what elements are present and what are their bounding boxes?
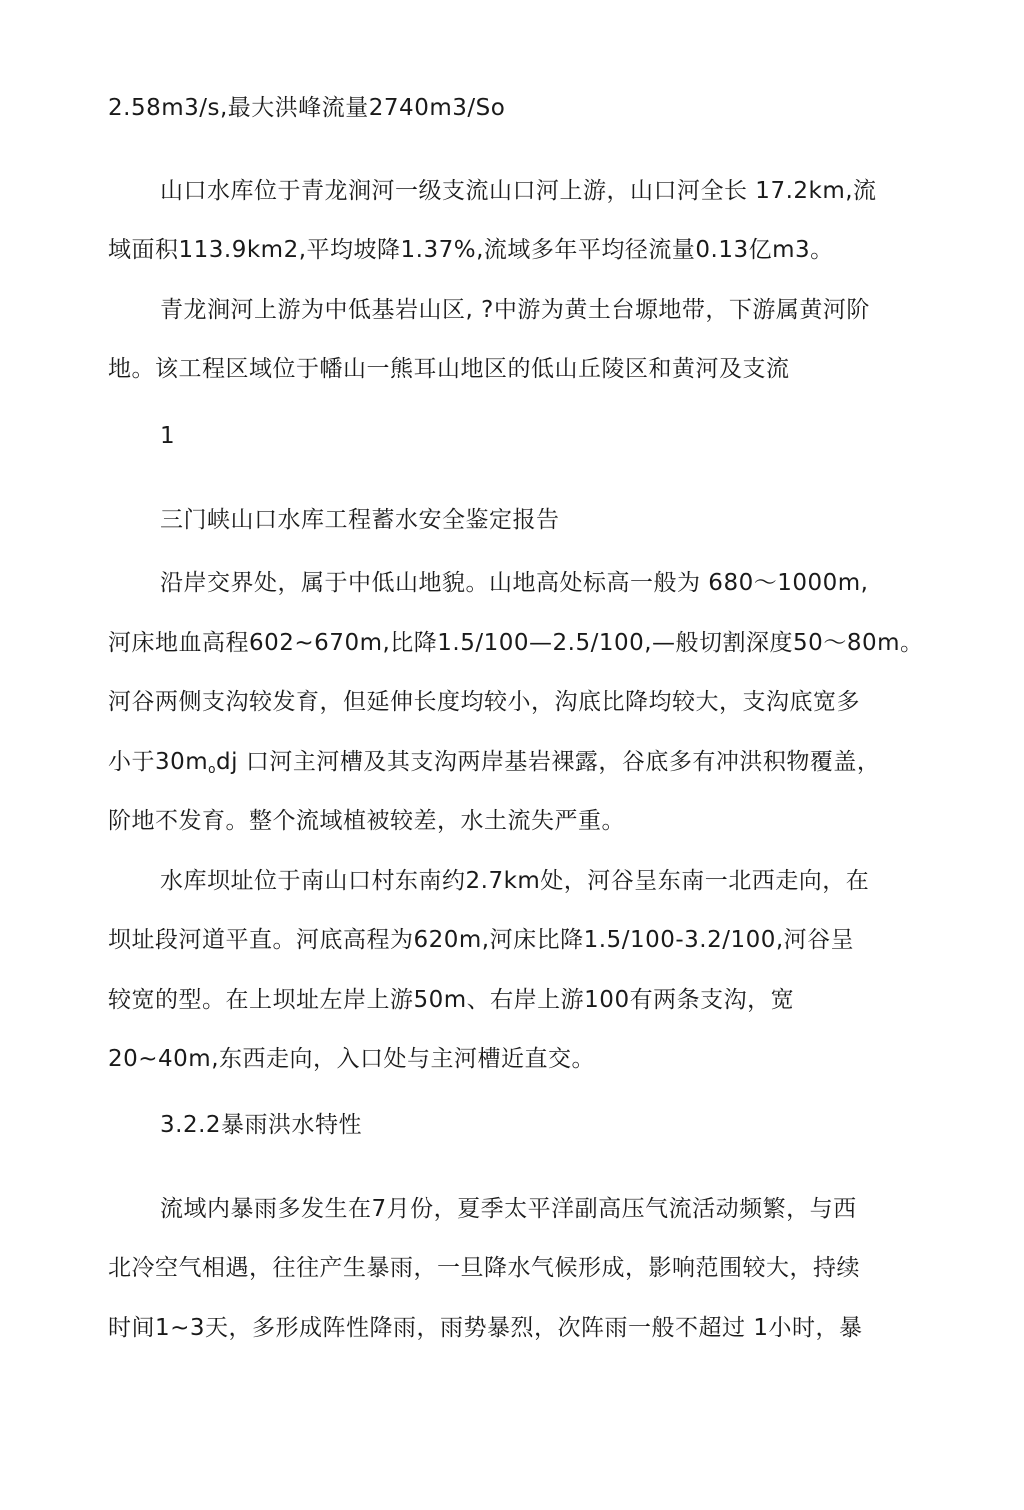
section-heading: 3.2.2暴雨洪水特性 xyxy=(160,1112,363,1138)
text-line: 2.58m3/s,最大洪峰流量2740m3/So xyxy=(108,95,506,121)
text-line: 20~40m,东西走向，入口处与主河槽近直交。 xyxy=(108,1046,596,1072)
text-line xyxy=(108,748,880,783)
text-line: 青龙涧河上游为中低基岩山区, ?中游为黄土台塬地带，下游属黄河阶 xyxy=(160,297,870,323)
text-line: 坝址段河道平直。河底高程为620m,河床比降1.5/100-3.2/100,河谷呈 xyxy=(108,927,855,953)
text-line: 北冷空气相遇，往往产生暴雨，一旦降水气候形成，影响范围较大，持续 xyxy=(108,1255,860,1281)
text-line: 域面积113.9km2,平均坡降1.37%,流域多年平均径流量0.13亿m3。 xyxy=(108,237,834,263)
text-line: 河床地血高程602~670m,比降1.5/100—2.5/100,—般切割深度50～80m。 xyxy=(108,630,924,656)
text-line: 地。该工程区域位于幡山一熊耳山地区的低山丘陵区和黄河及支流 xyxy=(108,356,790,382)
running-header: 三门峡山口水库工程蓄水安全鉴定报告 xyxy=(160,507,560,533)
text-segment: dj 口河主河槽及其支沟两岸基岩裸露，谷底多有冲洪积物覆盖， xyxy=(216,749,881,775)
text-line: 较宽的型。在上坝址左岸上游50m、右岸上游100有两条支沟，宽 xyxy=(108,987,795,1013)
text-segment: 小于30m xyxy=(108,749,209,775)
text-line: 水库坝址位于南山口村东南约2.7km处，河谷呈东南一北西走向，在 xyxy=(160,868,870,894)
text-line: 阶地不发育。整个流域植被较差，水土流失严重。 xyxy=(108,808,625,834)
subscript-char: o xyxy=(208,762,217,776)
text-line: 时间1~3天，多形成阵性降雨，雨势暴烈，次阵雨一般不超过 1小时，暴 xyxy=(108,1315,863,1341)
text-line: 沿岸交界处，属于中低山地貌。山地高处标高一般为 680～1000m, xyxy=(160,570,869,596)
page-number: 1 xyxy=(160,423,176,449)
text-line: 河谷两侧支沟较发育，但延伸长度均较小，沟底比降均较大，支沟底宽多 xyxy=(108,689,860,715)
text-line: 流域内暴雨多发生在7月份，夏季太平洋副高压气流活动频繁，与西 xyxy=(160,1196,857,1222)
text-line: 山口水库位于青龙涧河一级支流山口河上游，山口河全长 17.2km,流 xyxy=(160,178,877,204)
